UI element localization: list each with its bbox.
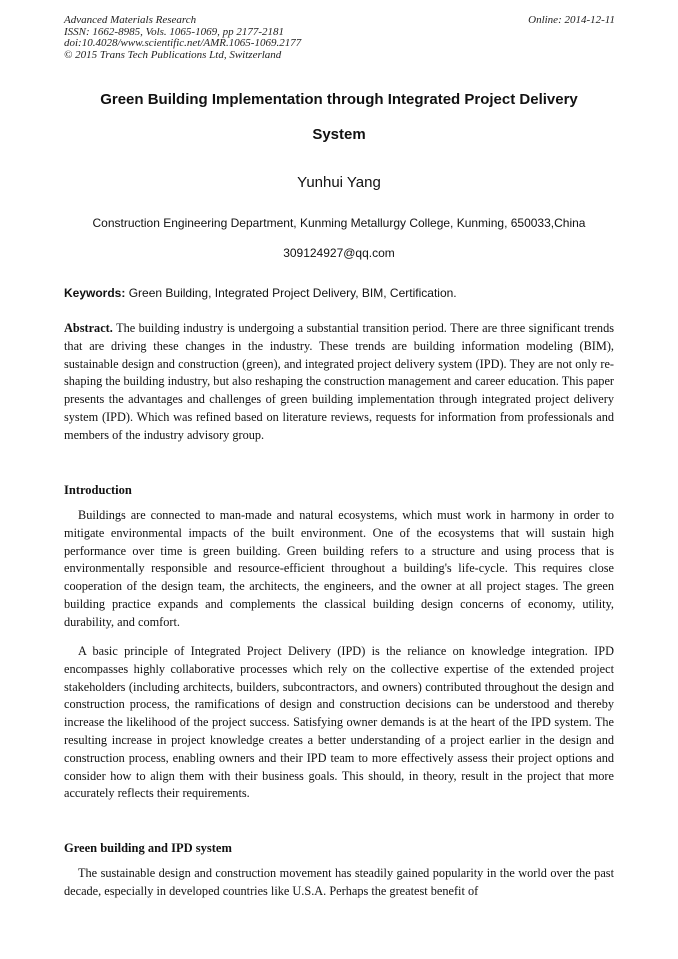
author-name: Yunhui Yang bbox=[297, 174, 381, 191]
green-building-paragraph-1: The sustainable design and construction movement has steadily gained popularity in the world over the past decade, especially in developed countries like U.S.A. Perhaps the greatest benefit of bbox=[64, 866, 614, 898]
author-affiliation: Construction Engineering Department, Kunming Metallurgy College, Kunming, 650033,China bbox=[92, 216, 586, 230]
introduction-heading: Introduction bbox=[64, 483, 132, 497]
paper-title-line1: Green Building Implementation through Integrated Project Delivery bbox=[100, 91, 578, 108]
copyright-line: © 2015 Trans Tech Publications Ltd, Switzerland bbox=[64, 48, 282, 61]
abstract-text: The building industry is undergoing a substantial transition period. There are three significant trends that are driving these changes in the industry. These trends are building information modeling (BIM), sustainable design and construction (green), and integrated project delivery system (IPD). They are not only re-shaping the building industry, but also reshaping the construction management and career education. This paper presents the advantages and challenges of green building implementation through integrated project delivery system (IPD). Which was refined based on literature reviews, requests for information from professionals and members of the industry advisory group. bbox=[64, 321, 615, 442]
journal-name: Advanced Materials Research bbox=[64, 14, 197, 26]
online-date: Online: 2014-12-11 bbox=[528, 14, 615, 26]
green-building-heading: Green building and IPD system bbox=[64, 841, 232, 855]
keywords bbox=[64, 286, 624, 300]
keywords-text: Green Building, Integrated Project Delivery, BIM, Certification. bbox=[128, 286, 457, 300]
issn-line: ISSN: 1662-8985, Vols. 1065-1069, pp 2177-2181 bbox=[64, 25, 284, 38]
intro-paragraph-1: Buildings are connected to man-made and natural ecosystems, which must work in harmony in order to mitigate environmental impacts of the built environment. One of the ecosystems that will sustain high performance over time is green building. Green building refers to a structure and using process that is environmentally responsible and resource-efficient throughout a building's life-cycle. This requires close cooperation of the design team, the architects, the engineers, and the owner at all project stages. The green building practice expands and complements the classical building design concerns of economy, utility, durability, and comfort. bbox=[64, 508, 614, 629]
abstract-paragraph bbox=[64, 320, 614, 445]
intro-paragraph-2: A basic principle of Integrated Project Delivery (IPD) is the reliance on knowledge integration. IPD encompasses highly collaborative processes which rely on the collective expertise of the extended project stakeholders (including architects, builders, subcontractors, and owners) contributed throughout the design and construction process, the ramifications of design and construction decisions can be understood and thereby increase the likelihood of the project success. Satisfying owner demands is at the heart of the IPD system. The resulting increase in project knowledge creates a better understanding of a project earlier in the design and construction process, enabling owners and their IPD team to more effectively assess their project options and consider how to align them with their business goals. This should, in theory, result in the project that more accurately reflects their requirements. bbox=[64, 644, 614, 801]
abstract-label: Abstract. bbox=[64, 321, 113, 335]
doi-line[interactable]: doi:10.4028/www.scientific.net/AMR.1065-1069.2177 bbox=[64, 37, 302, 49]
keywords-label: Keywords: bbox=[64, 286, 126, 300]
paper-title-line2: System bbox=[312, 126, 366, 143]
author-email[interactable]: 309124927@qq.com bbox=[283, 246, 395, 260]
journal-header bbox=[64, 15, 404, 61]
